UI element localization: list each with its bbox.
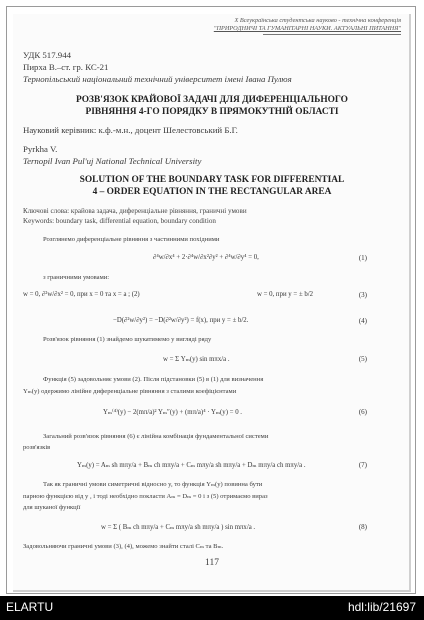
paragraph-6c: для шуканої функції [23, 504, 81, 511]
equation-8: w = Σ ( Bₘ ch mπy/a + Cₘ mπy/a sh mπy/a ) sin mπx/a . [101, 524, 256, 531]
paragraph-4a: Функція (5) задовольняє умови (2). Після підстановки (5) в (1) для визначення [43, 376, 264, 383]
equation-6-number: (6) [358, 408, 367, 416]
equation-5: w = Σ Yₘ(y) sin mπx/a . [163, 356, 230, 363]
title-ua-line1: РОЗВ'ЯЗОК КРАЙОВОЇ ЗАДАЧІ ДЛЯ ДИФЕРЕНЦІАЛЬНОГО [76, 95, 348, 105]
title-en-line1: SOLUTION OF THE BOUNDARY TASK FOR DIFFERENTIAL [79, 175, 345, 185]
supervisor: Науковий керівник: к.ф.-м.н., доцент Шелестовський Б.Г. [23, 125, 238, 135]
paragraph-6b: парною функцією від y , і тоді необхідно покласти Aₘ = Dₘ = 0 і з (5) отримаємо вираз [23, 493, 268, 500]
paragraph-4b: Yₘ(y) одержимо лінійне диференціальне рівняння з сталими коефіцієнтами [23, 388, 237, 395]
paragraph-5a: Загальний розв'язок рівняння (6) є лінійна комбінація фундаментальної системи [43, 433, 269, 440]
author-en: Pyrkha V. [23, 144, 58, 154]
paragraph-3: Розв'язок рівняння (1) знайдемо шукатимемо у вигляді ряду [43, 336, 212, 343]
equation-5-number: (5) [358, 355, 367, 363]
conference-header-line2: "ПРИРОДНИЧІ ТА ГУМАНІТАРНІ НАУКИ. АКТУАЛЬНІ ПИТАННЯ" [213, 25, 401, 32]
keywords-en: Keywords: boundary task, differential equation, boundary condition [23, 217, 216, 225]
keywords-ua: Ключові слова: крайова задача, диференціальне рівняння, граничні умови [23, 207, 247, 215]
handle-link[interactable]: hdl:lib/21697 [347, 600, 416, 614]
paragraph-5b: розв'язків [23, 444, 51, 451]
page-number: 117 [205, 558, 219, 568]
paragraph-1: Розглянемо диференціальне рівняння з частинними похідними [43, 236, 220, 243]
repository-name: ELARTU [6, 600, 54, 614]
equation-4: −D(∂²w/∂y²) = −D(∂²w/∂y²) = f(x), при y = ± b/2. [113, 317, 249, 324]
affiliation-en: Ternopil Ivan Pul'uj National Technical University [23, 156, 202, 166]
equation-2: w = 0, ∂²w/∂x² = 0, при x = 0 та x = a ; (2) [23, 291, 140, 298]
udc-code: УДК 517.944 [23, 50, 71, 60]
equation-1-number: (1) [358, 254, 367, 262]
equation-6: Yₘ⁽⁴⁾(y) − 2(mπ/a)² Yₘ″(y) + (mπ/a)⁴ · Yₘ(y) = 0 . [103, 409, 243, 416]
paragraph-6a: Так як граничні умови симетричні відносно y, то функція Yₘ(y) повинна бути [43, 481, 263, 488]
equation-3: w = 0, при y = ± b/2 [257, 291, 314, 298]
title-en-line2: 4 – ORDER EQUATION IN THE RECTANGULAR AREA [92, 187, 332, 197]
paragraph-2: з граничними умовами: [43, 274, 110, 281]
conference-header-line1: X Всеукраїнська студентська науково - технічна конференція [234, 17, 401, 24]
paragraph-7: Задовольняючи граничні умови (3), (4), можемо знайти сталі Cₘ та Bₘ. [23, 543, 224, 550]
equation-8-number: (8) [358, 523, 367, 531]
affiliation-ua: Тернопільський національний технічний університет імені Івана Пулюя [23, 74, 292, 84]
document-page [13, 14, 411, 592]
author-ua: Пирха В.–ст. гр. КС-21 [23, 62, 109, 72]
equation-7: Yₘ(y) = Aₘ sh mπy/a + Bₘ ch mπy/a + Cₘ mπy/a sh mπy/a + Dₘ mπy/a ch mπy/a . [77, 462, 306, 469]
title-ua-line2: РІВНЯННЯ 4-ГО ПОРЯДКУ В ПРЯМОКУТНІЙ ОБЛАСТІ [85, 107, 339, 117]
equation-4-number: (4) [358, 317, 367, 325]
header-rule [263, 34, 401, 35]
repository-footer-bar [0, 596, 424, 620]
equation-1: ∂⁴w/∂x⁴ + 2·∂⁴w/∂x²∂y² + ∂⁴w/∂y⁴ = 0, [153, 254, 259, 261]
equation-3-number: (3) [358, 291, 367, 299]
equation-7-number: (7) [358, 461, 367, 469]
